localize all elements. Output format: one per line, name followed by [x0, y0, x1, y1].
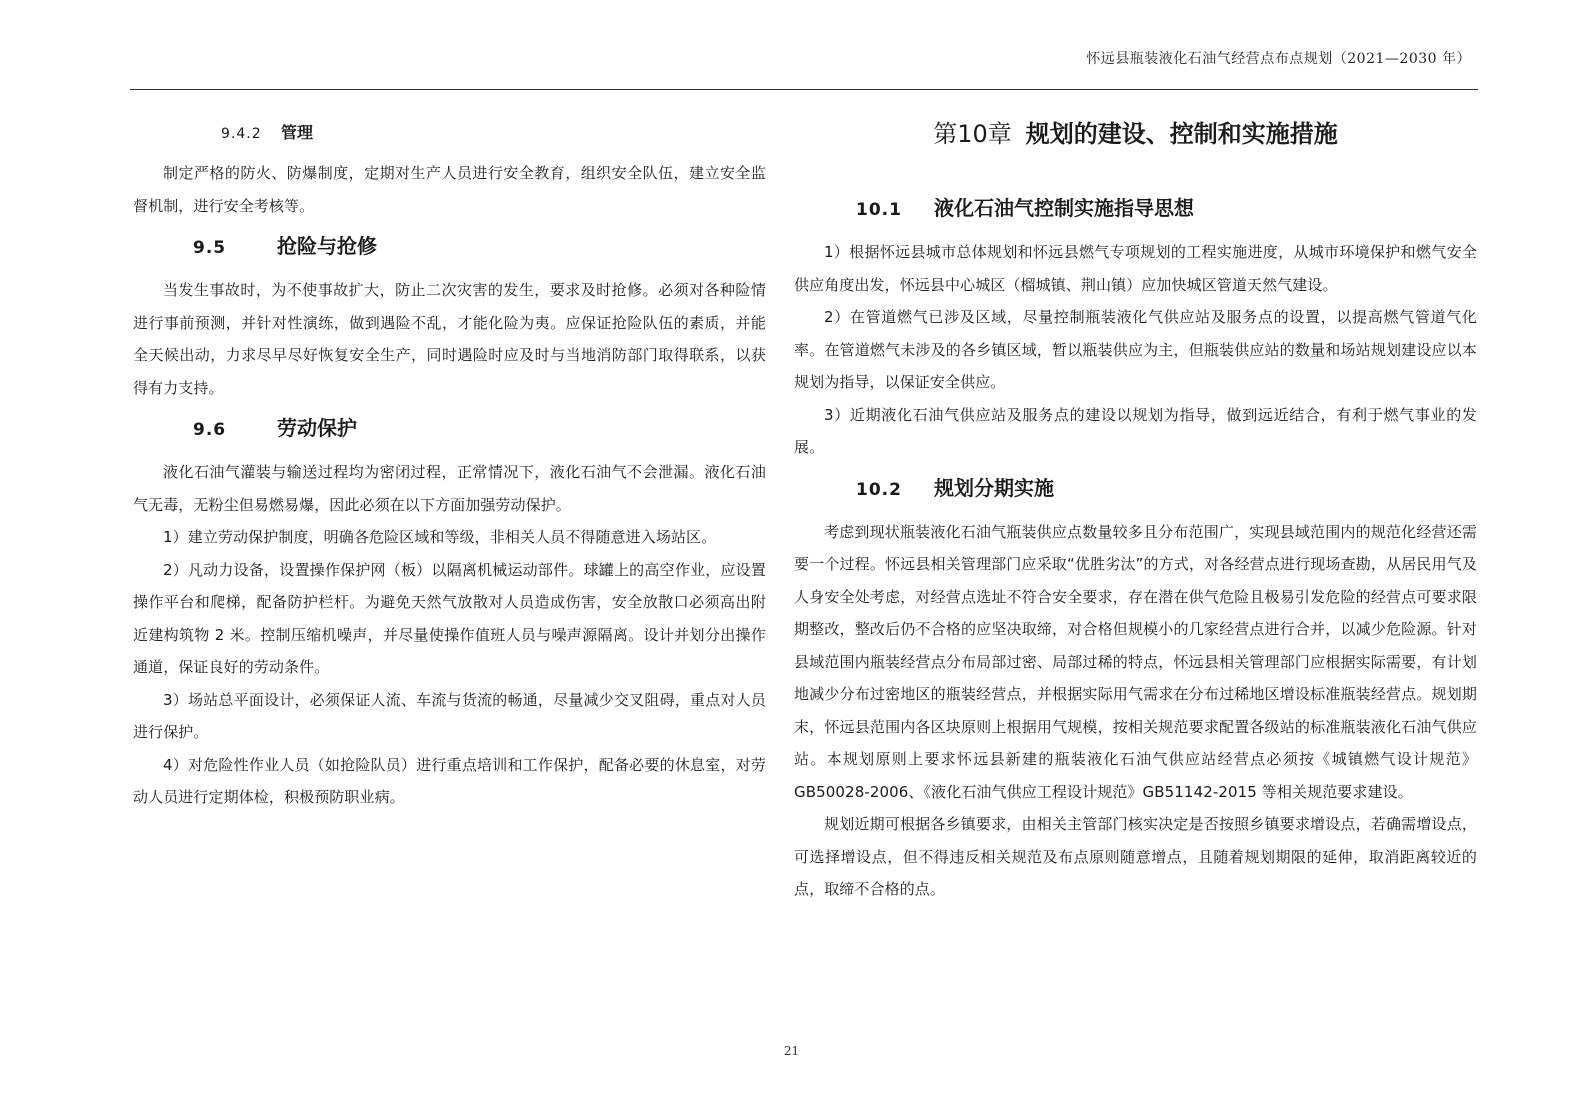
heading-number: 9.5 — [193, 238, 227, 258]
heading-number: 10.2 — [856, 479, 902, 500]
heading-number: 10.1 — [856, 200, 902, 220]
heading-10-2 — [856, 468, 1477, 510]
chapter-heading — [794, 112, 1477, 156]
chapter-title: 规划的建设、控制和实施措施 — [1025, 120, 1338, 148]
paragraph: 规划近期可根据各乡镇要求，由相关主管部门核实决定是否按照乡镇要求增设点，若确需增设点，可选择增设点，但不得违反相关规范及布点原则随意增点，且随着规划期限的延伸，取消距离较近的点，取缔不合格的点。 — [794, 815, 1477, 898]
paragraph: 制定严格的防火、防爆制度，定期对生产人员进行安全教育，组织安全队伍，建立安全监督机制，进行安全考核等。 — [133, 164, 766, 215]
heading-title: 劳动保护 — [277, 416, 357, 440]
document-header-title: 怀远县瓶装液化石油气经营点布点规划（2021—2030 年） — [1086, 51, 1471, 67]
left-column — [133, 112, 766, 814]
paragraph: 考虑到现状瓶装液化石油气瓶装供应点数量较多且分布范围广，实现县域范围内的规范化经营还需要一个过程。怀远县相关管理部门应采取“优胜劣汰”的方式，对各经营点进行现场查勘，从居民用气及人身安全处考虑，对经营点选址不符合安全要求，存在潜在供气危险且极易引发危险的经营点可要求限期整改，整改后仍不合格的应坚决取缔，对合格但规模小的几家经营点进行合并，以减少危险源。针对县域范围内瓶装经营点分布局部过密、局部过稀的特点，怀远县相关管理部门应根据实际需要，有计划地减少分布过密地区的瓶装经营点，并根据实际用气需求在分布过稀地区增设标准瓶装经营点。规划期末，怀远县范围内各区块原则上根据用气规模，按相关规范要求配置各级站的标准瓶装液化石油气供应站。本规划原则上要求怀远县新建的瓶装液化石油气供应站经营点必须按《城镇燃气设计规范》GB50028-2006、《液化石油气供应工程设计规范》GB51142-2015 等相关规范要求建设。 — [794, 522, 1477, 801]
heading-title: 管理 — [281, 123, 314, 142]
paragraph: 2）凡动力设备，设置操作保护网（板）以隔离机械运动部件。球罐上的高空作业，应设置操作平台和爬梯，配备防护栏杆。为避免天然气放散对人员造成伤害，安全放散口必须高出附近建构筑物 2 米。控制压缩机噪声，并尽量使操作值班人员与噪声源隔离。设计并划分出操作通道，保证良好的劳动条件。 — [133, 560, 766, 676]
heading-title: 液化石油气控制实施指导思想 — [934, 196, 1194, 220]
chapter-number: 第10章 — [933, 120, 1012, 148]
heading-number: 9.6 — [193, 420, 227, 440]
heading-10-1 — [856, 188, 1477, 230]
paragraph: 1）建立劳动保护制度，明确各危险区域和等级，非相关人员不得随意进入场站区。 — [163, 528, 717, 546]
heading-title: 规划分期实施 — [934, 475, 1054, 500]
paragraph: 4）对危险性作业人员（如抢险队员）进行重点培训和工作保护，配备必要的休息室，对劳动人员进行定期体检，积极预防职业病。 — [133, 755, 766, 806]
paragraph: 3）近期液化石油气供应站及服务点的建设以规划为指导，做到远近结合，有利于燃气事业的发展。 — [794, 405, 1477, 456]
right-column — [794, 112, 1477, 906]
heading-9-6 — [193, 408, 766, 450]
heading-9-4-2 — [221, 118, 766, 149]
heading-title: 抢险与抢修 — [277, 234, 377, 258]
paragraph: 液化石油气灌装与输送过程均为密闭过程，正常情况下，液化石油气不会泄漏。液化石油气无毒，无粉尘但易燃易爆，因此必须在以下方面加强劳动保护。 — [133, 463, 766, 514]
heading-9-5 — [193, 226, 766, 268]
paragraph: 当发生事故时，为不使事故扩大，防止二次灾害的发生，要求及时抢修。必须对各种险情进行事前预测，并针对性演练，做到遇险不乱，才能化险为夷。应保证抢险队伍的素质，并能全天候出动，力求尽早尽好恢复安全生产，同时遇险时应及时与当地消防部门取得联系，以获得有力支持。 — [133, 281, 766, 397]
header-rule — [130, 89, 1478, 90]
paragraph: 1）根据怀远县城市总体规划和怀远县燃气专项规划的工程实施进度，从城市环境保护和燃气安全供应角度出发，怀远县中心城区（榴城镇、荆山镇）应加快城区管道天然气建设。 — [794, 243, 1477, 294]
paragraph: 3）场站总平面设计，必须保证人流、车流与货流的畅通，尽量减少交叉阻碍，重点对人员进行保护。 — [133, 690, 766, 741]
heading-number: 9.4.2 — [221, 126, 262, 142]
page-number: 21 — [783, 1044, 800, 1058]
paragraph: 2）在管道燃气已涉及区域，尽量控制瓶装液化气供应站及服务点的设置，以提高燃气管道气化率。在管道燃气未涉及的各乡镇区域，暂以瓶装供应为主，但瓶装供应站的数量和场站规划建设应以本规划为指导，以保证安全供应。 — [794, 308, 1477, 391]
